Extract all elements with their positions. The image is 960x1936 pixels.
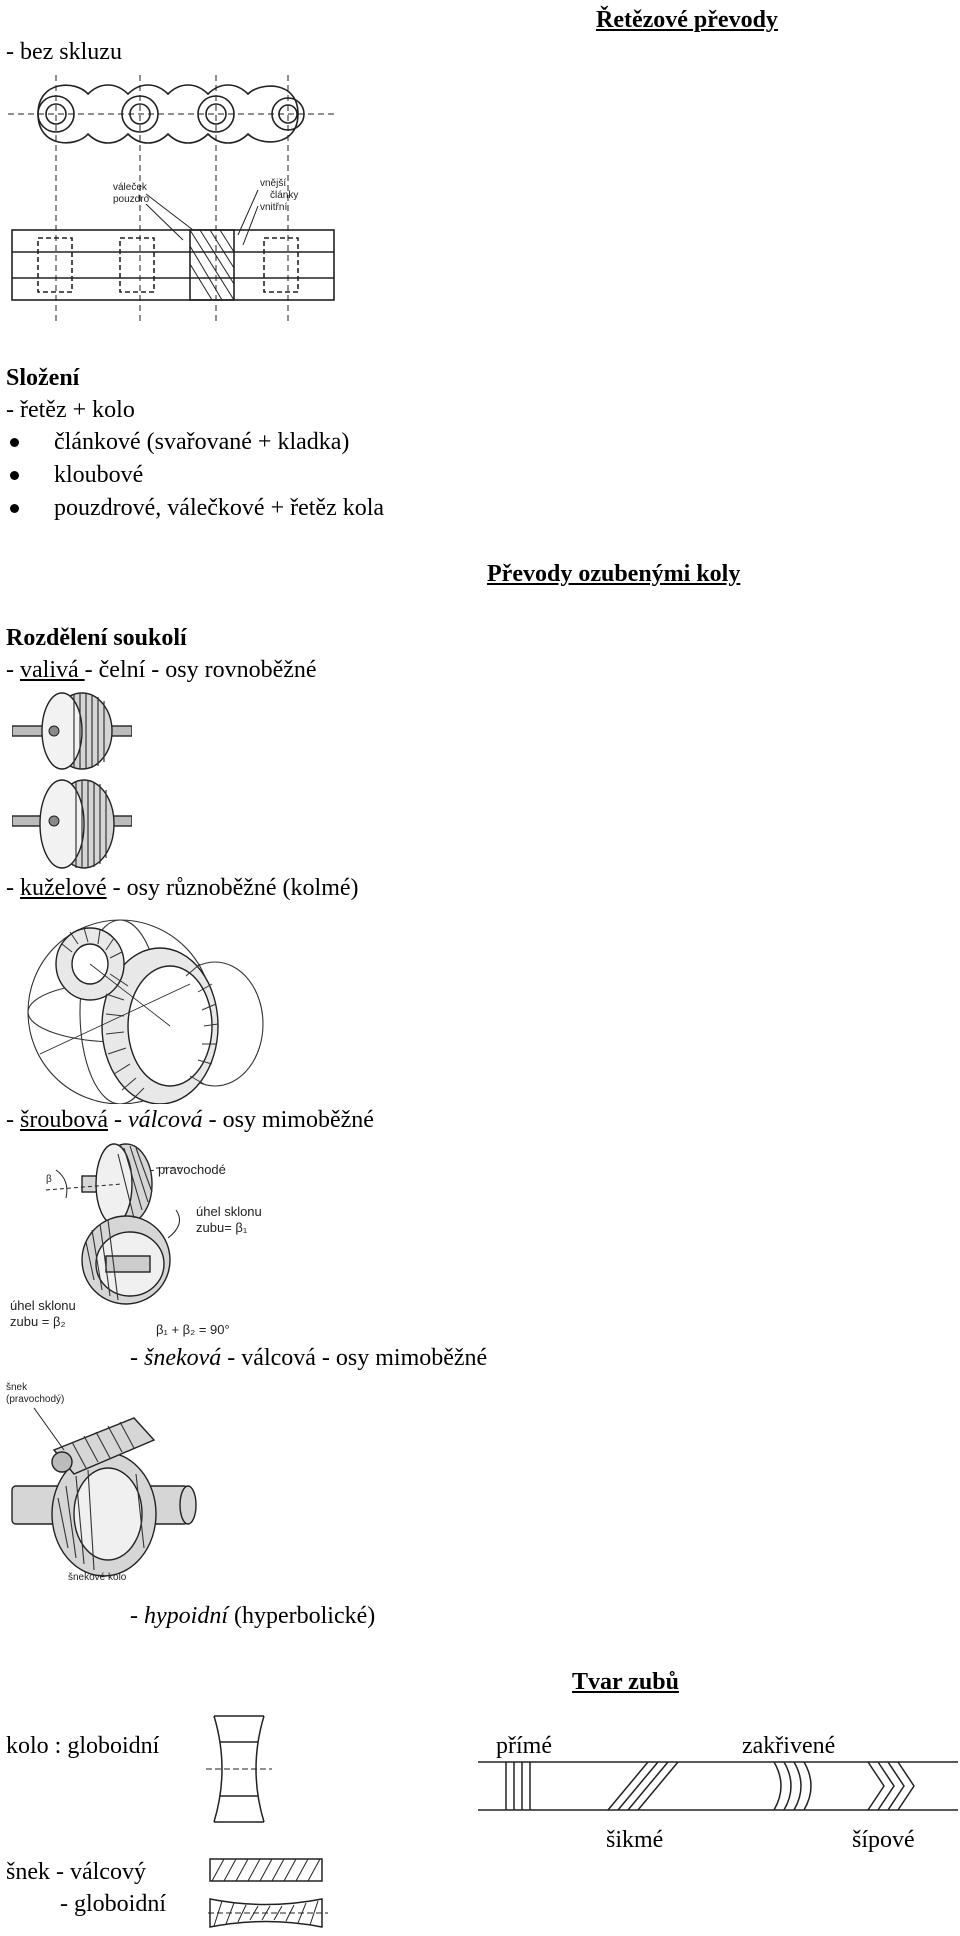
rolling-rest: - čelní - osy rovnoběžné bbox=[84, 657, 317, 683]
worm-cylindrical-drawing bbox=[208, 1856, 328, 1886]
beta1-mark: β bbox=[46, 1174, 52, 1185]
worm-cylindrical-text: šnek - válcový bbox=[6, 1859, 146, 1885]
label-inner: vnitřní bbox=[260, 202, 288, 213]
label-helix-angle-right: úhel sklonu bbox=[196, 1204, 262, 1219]
no-slip-text: - bez skluzu bbox=[6, 39, 122, 65]
straight-teeth-label: přímé bbox=[496, 1733, 552, 1759]
screw-sub: válcová bbox=[127, 1107, 203, 1133]
hypoid-rest: (hyperbolické) bbox=[228, 1603, 376, 1629]
worm-globoid-drawing bbox=[208, 1896, 328, 1930]
worm-globoid-text: - globoidní bbox=[60, 1891, 166, 1917]
hypoid-type: hypoidní bbox=[144, 1603, 228, 1629]
curved-teeth-label: zakřivené bbox=[742, 1733, 836, 1759]
rolling-gears-line bbox=[6, 658, 317, 682]
division-heading: Rozdělení soukolí bbox=[6, 625, 187, 651]
spur-gears-drawing bbox=[12, 692, 132, 872]
composition-heading: Složení bbox=[6, 365, 80, 391]
chain-drives-heading: Řetězové převody bbox=[596, 7, 778, 33]
bevel-prefix: - bbox=[6, 875, 20, 901]
label-helix-beta1: zubu= β₁ bbox=[196, 1220, 248, 1235]
composition-bullet-1: článkové (svařované + kladka) bbox=[54, 429, 350, 455]
label-helix-beta2: zubu = β₂ bbox=[10, 1314, 66, 1329]
label-worm: šnek bbox=[6, 1382, 28, 1393]
bullet-dot bbox=[10, 438, 19, 447]
label-right-hand: - pravochodé bbox=[150, 1162, 226, 1177]
screw-gears-line bbox=[6, 1108, 374, 1132]
label-outer: vnější bbox=[260, 178, 287, 189]
screw-rest: - osy mimoběžné bbox=[202, 1107, 374, 1133]
herringbone-teeth-label: šípové bbox=[852, 1827, 915, 1853]
helical-gears-drawing bbox=[6, 1140, 296, 1340]
label-angle-sum: β₁ + β₂ = 90° bbox=[156, 1322, 230, 1337]
rolling-type: valivá bbox=[20, 657, 85, 683]
composition-line: - řetěz + kolo bbox=[6, 397, 135, 423]
helical-teeth-label: šikmé bbox=[606, 1827, 664, 1853]
globoid-wheel-drawing bbox=[206, 1714, 272, 1824]
worm-prefix: - bbox=[130, 1345, 144, 1371]
label-helix-angle-left: úhel sklonu bbox=[10, 1298, 76, 1313]
wheel-globoid-text: kolo : globoidní bbox=[6, 1733, 160, 1759]
label-bushing: pouzdro bbox=[113, 194, 150, 205]
gear-drives-heading: Převody ozubenými koly bbox=[487, 561, 741, 587]
worm-gears-line bbox=[130, 1346, 487, 1370]
worm-type: šneková bbox=[144, 1345, 222, 1371]
tooth-shape-heading: Tvar zubů bbox=[572, 1669, 679, 1695]
bevel-type: kuželové bbox=[20, 875, 107, 901]
rolling-prefix: - bbox=[6, 657, 20, 683]
screw-type: šroubová bbox=[20, 1107, 108, 1133]
composition-bullet-2: kloubové bbox=[54, 462, 144, 488]
bevel-gears-line bbox=[6, 876, 359, 900]
worm-rest: - válcová - osy mimoběžné bbox=[221, 1345, 488, 1371]
screw-mid: - bbox=[107, 1107, 128, 1133]
label-roller: váleček bbox=[113, 182, 147, 193]
hypoid-prefix: - bbox=[130, 1603, 144, 1629]
label-worm-right-hand: (pravochodý) bbox=[6, 1394, 65, 1405]
bullet-dot bbox=[10, 504, 19, 513]
worm-gear-drawing bbox=[4, 1378, 204, 1584]
bevel-gears-drawing bbox=[10, 904, 270, 1104]
roller-chain-drawing bbox=[8, 70, 338, 330]
label-links: články bbox=[270, 190, 299, 201]
composition-bullet-3: pouzdrové, válečkové + řetěz kola bbox=[54, 495, 385, 521]
hypoid-gears-line bbox=[130, 1604, 375, 1628]
tooth-shapes-drawing bbox=[478, 1754, 958, 1814]
bevel-rest: - osy různoběžné (kolmé) bbox=[106, 875, 359, 901]
label-worm-wheel: šnekové kolo bbox=[68, 1572, 127, 1583]
screw-prefix: - bbox=[6, 1107, 20, 1133]
bullet-dot bbox=[10, 471, 19, 480]
